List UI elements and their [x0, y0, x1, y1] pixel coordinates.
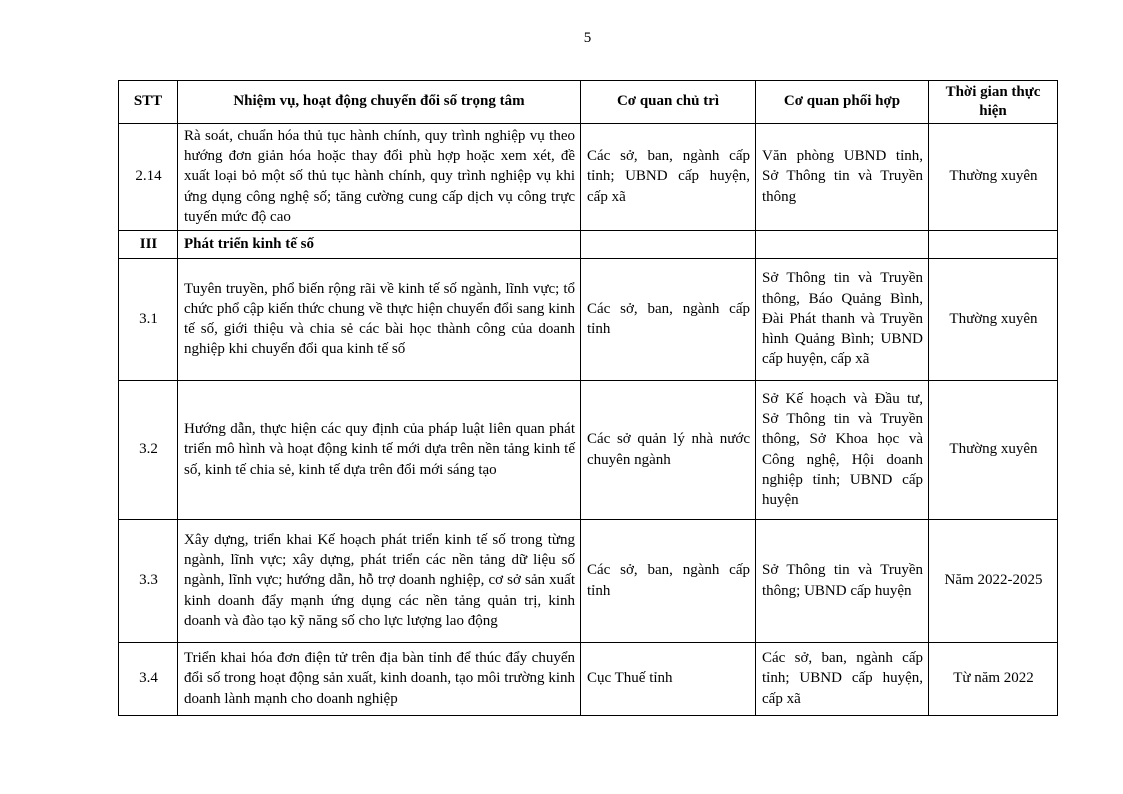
column-header-lead-agency: Cơ quan chủ trì [581, 81, 756, 124]
cell-task: Rà soát, chuẩn hóa thủ tục hành chính, quy trình nghiệp vụ theo hướng đơn giản hóa hoặc thay đổi phù hợp hoặc xem xét, đề xuất loại bỏ một số thủ tục hành chính, quy trình nghiệp vụ khi ứng dụng công nghệ số; tăng cường cung cấp dịch vụ công trực tuyến mức độ cao [178, 123, 581, 230]
column-header-time: Thời gian thực hiện [929, 81, 1058, 124]
cell-task: Tuyên truyền, phổ biến rộng rãi về kinh tế số ngành, lĩnh vực; tổ chức phổ cập kiến thức chung về thực hiện chuyển đổi sang kinh tế số, giới thiệu và chia sẻ các bài học thành công của doanh nghiệp khi chuyển đổi qua kinh tế số [178, 258, 581, 380]
cell-lead-agency: Các sở, ban, ngành cấp tỉnh; UBND cấp huyện, cấp xã [581, 123, 756, 230]
table-row [119, 258, 1058, 380]
cell-coordinating-agency: Sở Thông tin và Truyền thông, Báo Quảng Bình, Đài Phát thanh và Truyền hình Quảng Bình; UBND cấp huyện, cấp xã [756, 258, 929, 380]
cell-time: Thường xuyên [929, 258, 1058, 380]
cell-stt: 2.14 [119, 123, 178, 230]
cell-task: Phát triển kinh tế số [178, 230, 581, 258]
cell-time [929, 230, 1058, 258]
cell-time: Thường xuyên [929, 123, 1058, 230]
cell-stt: 3.2 [119, 380, 178, 519]
cell-lead-agency: Các sở, ban, ngành cấp tỉnh [581, 258, 756, 380]
cell-coordinating-agency: Sở Thông tin và Truyền thông; UBND cấp huyện [756, 519, 929, 642]
cell-lead-agency: Các sở, ban, ngành cấp tỉnh [581, 519, 756, 642]
cell-stt: 3.3 [119, 519, 178, 642]
cell-task: Xây dựng, triển khai Kế hoạch phát triển kinh tế số trong từng ngành, lĩnh vực; xây dựng, phát triển các nền tảng dữ liệu số ngành, lĩnh vực; hướng dẫn, hỗ trợ doanh nghiệp, cơ sở sản xuất kinh doanh đẩy mạnh ứng dụng các nền tảng quản trị, kinh doanh và đào tạo kỹ năng số cho lực lượng lao động [178, 519, 581, 642]
task-table [118, 80, 1058, 716]
cell-task: Hướng dẫn, thực hiện các quy định của pháp luật liên quan phát triển mô hình và hoạt động kinh tế mới dựa trên nền tảng kinh tế số, kinh tế chia sẻ, kinh tế dựa trên đổi mới sáng tạo [178, 380, 581, 519]
column-header-coordinating-agency: Cơ quan phối hợp [756, 81, 929, 124]
cell-coordinating-agency: Các sở, ban, ngành cấp tỉnh; UBND cấp huyện, cấp xã [756, 642, 929, 715]
table-header-row [119, 81, 1058, 124]
cell-coordinating-agency: Văn phòng UBND tỉnh, Sở Thông tin và Truyền thông [756, 123, 929, 230]
cell-stt: III [119, 230, 178, 258]
cell-stt: 3.4 [119, 642, 178, 715]
table-row [119, 642, 1058, 715]
cell-lead-agency: Cục Thuế tỉnh [581, 642, 756, 715]
cell-stt: 3.1 [119, 258, 178, 380]
table-row [119, 380, 1058, 519]
cell-coordinating-agency [756, 230, 929, 258]
cell-time: Thường xuyên [929, 380, 1058, 519]
table-row [119, 519, 1058, 642]
column-header-stt: STT [119, 81, 178, 124]
cell-lead-agency [581, 230, 756, 258]
column-header-task: Nhiệm vụ, hoạt động chuyển đổi số trọng tâm [178, 81, 581, 124]
table-row [119, 123, 1058, 230]
cell-task: Triển khai hóa đơn điện tử trên địa bàn tỉnh để thúc đẩy chuyển đổi số trong hoạt động sản xuất, kinh doanh, tạo môi trường kinh doanh lành mạnh cho doanh nghiệp [178, 642, 581, 715]
cell-time: Từ năm 2022 [929, 642, 1058, 715]
table-section-row [119, 230, 1058, 258]
cell-time: Năm 2022-2025 [929, 519, 1058, 642]
cell-lead-agency: Các sở quản lý nhà nước chuyên ngành [581, 380, 756, 519]
cell-coordinating-agency: Sở Kế hoạch và Đầu tư, Sở Thông tin và Truyền thông, Sở Khoa học và Công nghệ, Hội doanh nghiệp tỉnh; UBND cấp huyện [756, 380, 929, 519]
page-number: 5 [583, 30, 592, 46]
